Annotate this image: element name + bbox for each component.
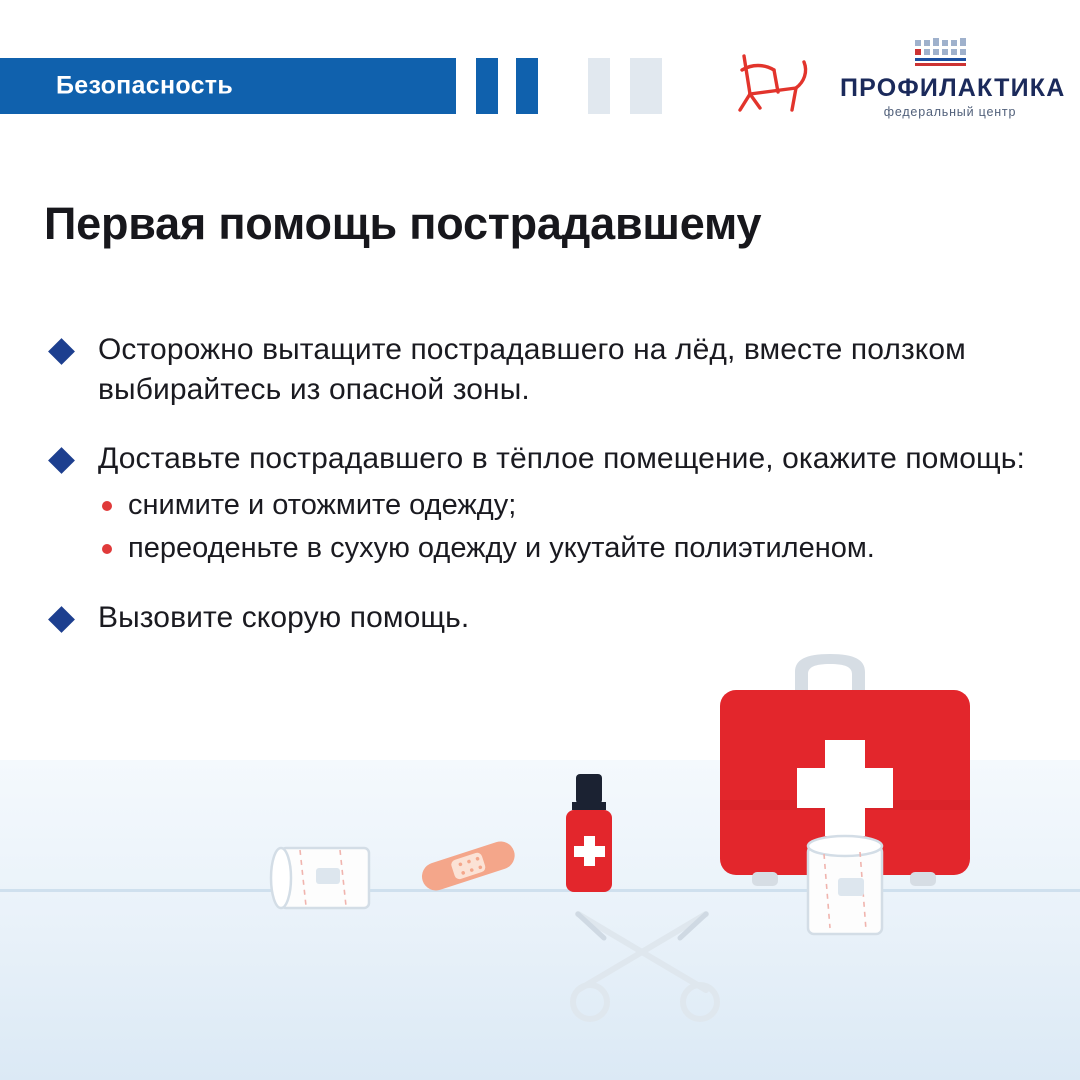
list-item-text: Вызовите скорую помощь. [98, 601, 470, 635]
first-aid-illustration [0, 650, 1080, 1080]
header-accent-bar-3 [588, 58, 610, 114]
diamond-bullet-icon [48, 606, 75, 633]
scissors-icon [573, 914, 717, 1019]
category-banner [0, 58, 456, 114]
brand-mark-icon [913, 36, 987, 70]
sub-list-item [98, 487, 1034, 525]
header-accent-bar-2 [516, 58, 538, 114]
advice-list [44, 330, 1034, 668]
brand-logo [840, 36, 1066, 119]
sub-list-item [98, 530, 1034, 568]
category-banner-label: Безопасность [56, 71, 234, 100]
brand-name: ПРОФИЛАКТИКА [840, 74, 1066, 102]
brand-subtitle: федеральный центр [883, 105, 1017, 119]
page-title: Первая помощь пострадавшему [44, 198, 762, 249]
bandage-roll-icon [808, 836, 882, 934]
diamond-bullet-icon [48, 447, 75, 474]
bandage-roll-icon [271, 848, 369, 908]
adhesive-plaster-icon [418, 838, 518, 894]
diamond-bullet-icon [48, 338, 75, 365]
sub-list-item-text: снимите и отожмите одежду; [128, 488, 517, 521]
list-item [44, 330, 1034, 409]
dot-bullet-icon [102, 544, 112, 554]
sub-list-item-text: переоденьте в сухую одежду и укутайте полиэтиленом. [128, 532, 875, 565]
list-item-text: Осторожно вытащите пострадавшего на лёд, вместе ползком выбирайтесь из опасной зоны. [98, 333, 966, 406]
chair-icon [730, 48, 820, 114]
list-item [44, 598, 1034, 638]
sub-list [98, 487, 1034, 568]
list-item-text: Доставьте пострадавшего в тёплое помещение, окажите помощь: [98, 442, 1025, 476]
page-header [0, 0, 1080, 128]
header-accent-bar-4 [630, 58, 662, 114]
header-accent-bar-1 [476, 58, 498, 114]
medicine-bottle-icon [566, 774, 612, 892]
list-item [44, 439, 1034, 568]
dot-bullet-icon [102, 501, 112, 511]
